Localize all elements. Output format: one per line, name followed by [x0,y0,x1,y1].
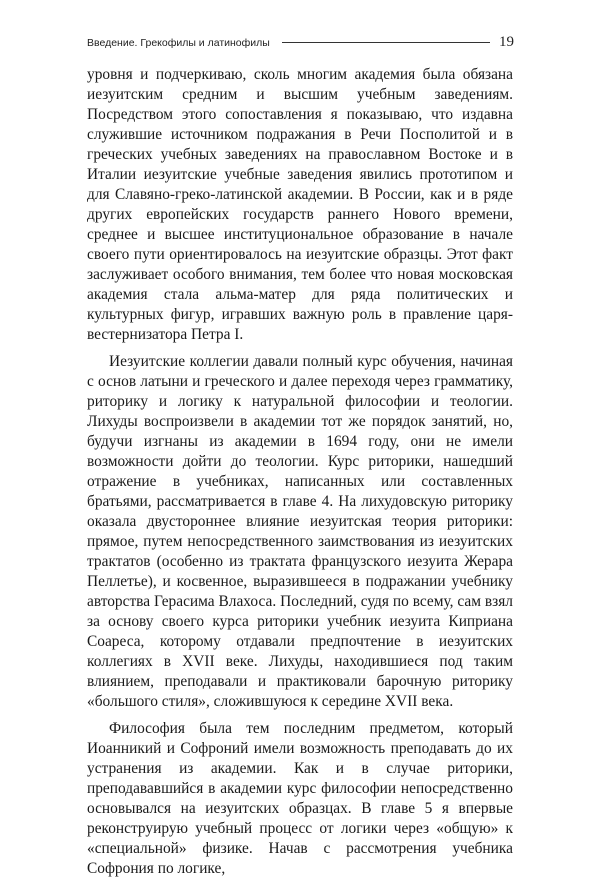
paragraph-1: уровня и подчеркиваю, сколь многим академия была обязана иезуитским средним и высшим учебным заведениям. Посредством этого сопоставления я показываю, что издавна служившие источником подражания в Речи Посполитой и в греческих учебных заведениях на православном Востоке и в Италии иезуитские учебные заведения явились прототипом и для Славяно-греко-латинской академии. В России, как и в ряде других европейских государств раннего Нового времени, среднее и высшее институциональное образование в начале своего пути ориентировалось на иезуитские образцы. Этот факт заслуживает особого внимания, тем более что новая московская академия стала альма-матер для ряда политических и культурных фигур, игравших важную роль в правление царя-вестернизатора Петра I. [87,66,513,343]
header-rule [282,42,490,43]
paragraph-3: Философия была тем последним предметом, который Иоанникий и Софроний имели возможность преподавать до их устранения из академии. Как и в случае риторики, преподававшийся в академии курс философии непосредственно основывался на иезуитских образцах. В главе 5 я впервые реконструирую учебный процесс от логики через «общую» к «специальной» физике. Начав с рассмотрения учебника Софрония по логике, [87,720,513,877]
body-text [87,65,513,879]
page-number: 19 [499,34,514,50]
paragraph-2: Иезуитские коллегии давали полный курс обучения, начиная с основ латыни и греческого и далее переходя через грамматику, риторику и логику к натуральной философии и теологии. Лихуды воспроизвели в академии тот же порядок занятий, но, будучи изгнаны из академии в 1694 году, они не имели возможности дойти до теологии. Курс риторики, нашедший отражение в учебниках, написанных или составленных братьями, рассматривается в главе 4. На лихудовскую риторику оказала двустороннее влияние иезуитская теория риторики: прямое, путем непосредственного заимствования из иезуитских трактатов (особенно из трактата французского иезуита Жерара Пеллетье), и косвенное, выразившееся в подражании учебнику авторства Герасима Влахоса. Последний, судя по всему, сам взял за основу своего курса риторики учебник иезуита Киприана Соареса, которому отдавали предпочтение в иезуитских коллегиях в XVII веке. Лихуды, находившиеся под таким влиянием, преподавали и практиковали барочную риторику «большого стиля», сложившуюся к середине XVII века. [87,353,513,710]
running-title: Введение. Грекофилы и латинофилы [87,37,270,49]
running-head [87,34,514,51]
